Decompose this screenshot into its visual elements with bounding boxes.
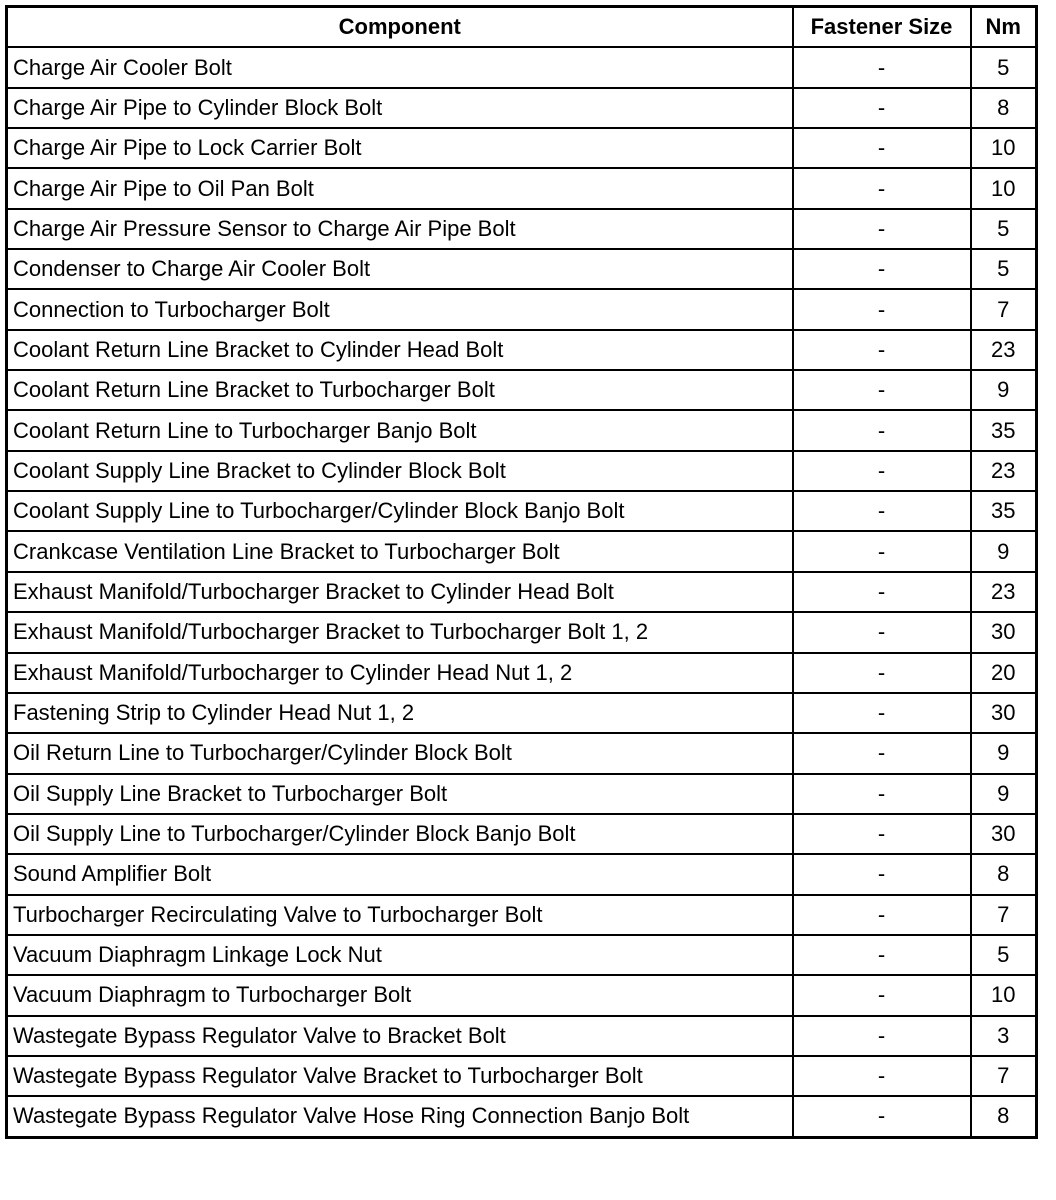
table-row — [7, 1016, 1037, 1056]
fastener-size-cell: - — [793, 168, 971, 208]
fastener-size-cell: - — [793, 209, 971, 249]
torque-nm-cell: 23 — [971, 330, 1037, 370]
torque-nm-cell: 8 — [971, 88, 1037, 128]
component-cell: Oil Return Line to Turbocharger/Cylinder Block Bolt — [7, 733, 793, 773]
fastener-size-cell: - — [793, 531, 971, 571]
component-cell: Coolant Supply Line to Turbocharger/Cylinder Block Banjo Bolt — [7, 491, 793, 531]
torque-nm-cell: 30 — [971, 814, 1037, 854]
component-cell: Vacuum Diaphragm to Turbocharger Bolt — [7, 975, 793, 1015]
fastener-size-cell: - — [793, 451, 971, 491]
component-cell: Charge Air Pipe to Cylinder Block Bolt — [7, 88, 793, 128]
table-row — [7, 612, 1037, 652]
component-cell: Wastegate Bypass Regulator Valve to Bracket Bolt — [7, 1016, 793, 1056]
torque-nm-cell: 35 — [971, 491, 1037, 531]
fastener-size-cell: - — [793, 693, 971, 733]
table-row — [7, 572, 1037, 612]
table-row — [7, 774, 1037, 814]
component-cell: Coolant Return Line Bracket to Turbocharger Bolt — [7, 370, 793, 410]
table-row — [7, 370, 1037, 410]
torque-nm-cell: 7 — [971, 1056, 1037, 1096]
fastener-size-cell: - — [793, 653, 971, 693]
table-row — [7, 531, 1037, 571]
fastener-size-cell: - — [793, 330, 971, 370]
torque-nm-cell: 20 — [971, 653, 1037, 693]
torque-nm-cell: 8 — [971, 1096, 1037, 1137]
table-row — [7, 1056, 1037, 1096]
fastener-size-cell: - — [793, 1056, 971, 1096]
fastener-size-cell: - — [793, 1016, 971, 1056]
table-row — [7, 168, 1037, 208]
fastener-size-cell: - — [793, 289, 971, 329]
torque-nm-cell: 3 — [971, 1016, 1037, 1056]
fastener-size-cell: - — [793, 128, 971, 168]
component-cell: Charge Air Pressure Sensor to Charge Air Pipe Bolt — [7, 209, 793, 249]
component-cell: Coolant Return Line Bracket to Cylinder Head Bolt — [7, 330, 793, 370]
torque-nm-cell: 30 — [971, 612, 1037, 652]
torque-nm-cell: 35 — [971, 410, 1037, 450]
torque-nm-cell: 7 — [971, 895, 1037, 935]
component-cell: Charge Air Pipe to Lock Carrier Bolt — [7, 128, 793, 168]
table-row — [7, 451, 1037, 491]
table-row — [7, 209, 1037, 249]
component-cell: Oil Supply Line to Turbocharger/Cylinder Block Banjo Bolt — [7, 814, 793, 854]
component-cell: Turbocharger Recirculating Valve to Turbocharger Bolt — [7, 895, 793, 935]
component-cell: Connection to Turbocharger Bolt — [7, 289, 793, 329]
component-cell: Wastegate Bypass Regulator Valve Hose Ring Connection Banjo Bolt — [7, 1096, 793, 1137]
table-row — [7, 935, 1037, 975]
table-row — [7, 895, 1037, 935]
table-row — [7, 854, 1037, 894]
fastener-size-cell: - — [793, 410, 971, 450]
header-component: Component — [7, 7, 793, 48]
torque-nm-cell: 30 — [971, 693, 1037, 733]
fastener-size-cell: - — [793, 47, 971, 87]
fastener-size-cell: - — [793, 370, 971, 410]
fastener-size-cell: - — [793, 733, 971, 773]
header-fastener-size: Fastener Size — [793, 7, 971, 48]
table-row — [7, 289, 1037, 329]
fastener-size-cell: - — [793, 88, 971, 128]
torque-nm-cell: 9 — [971, 370, 1037, 410]
torque-nm-cell: 9 — [971, 733, 1037, 773]
table-row — [7, 128, 1037, 168]
fastener-size-cell: - — [793, 774, 971, 814]
torque-nm-cell: 5 — [971, 249, 1037, 289]
component-cell: Exhaust Manifold/Turbocharger Bracket to Turbocharger Bolt 1, 2 — [7, 612, 793, 652]
torque-nm-cell: 10 — [971, 168, 1037, 208]
component-cell: Wastegate Bypass Regulator Valve Bracket to Turbocharger Bolt — [7, 1056, 793, 1096]
table-row — [7, 330, 1037, 370]
torque-nm-cell: 10 — [971, 128, 1037, 168]
fastener-size-cell: - — [793, 854, 971, 894]
component-cell: Charge Air Pipe to Oil Pan Bolt — [7, 168, 793, 208]
fastener-size-cell: - — [793, 814, 971, 854]
component-cell: Coolant Return Line to Turbocharger Banjo Bolt — [7, 410, 793, 450]
fastener-size-cell: - — [793, 491, 971, 531]
fastener-size-cell: - — [793, 975, 971, 1015]
fastener-torque-table — [5, 5, 1038, 1139]
table-row — [7, 653, 1037, 693]
component-cell: Exhaust Manifold/Turbocharger Bracket to Cylinder Head Bolt — [7, 572, 793, 612]
component-cell: Fastening Strip to Cylinder Head Nut 1, 2 — [7, 693, 793, 733]
header-nm: Nm — [971, 7, 1037, 48]
torque-nm-cell: 8 — [971, 854, 1037, 894]
fastener-size-cell: - — [793, 895, 971, 935]
torque-nm-cell: 10 — [971, 975, 1037, 1015]
torque-nm-cell: 23 — [971, 572, 1037, 612]
component-cell: Exhaust Manifold/Turbocharger to Cylinder Head Nut 1, 2 — [7, 653, 793, 693]
torque-nm-cell: 9 — [971, 774, 1037, 814]
fastener-size-cell: - — [793, 249, 971, 289]
torque-nm-cell: 5 — [971, 209, 1037, 249]
component-cell: Condenser to Charge Air Cooler Bolt — [7, 249, 793, 289]
table-row — [7, 491, 1037, 531]
component-cell: Sound Amplifier Bolt — [7, 854, 793, 894]
fastener-size-cell: - — [793, 572, 971, 612]
fastener-size-cell: - — [793, 935, 971, 975]
torque-nm-cell: 23 — [971, 451, 1037, 491]
torque-nm-cell: 9 — [971, 531, 1037, 571]
component-cell: Coolant Supply Line Bracket to Cylinder Block Bolt — [7, 451, 793, 491]
fastener-size-cell: - — [793, 1096, 971, 1137]
table-row — [7, 88, 1037, 128]
table-row — [7, 249, 1037, 289]
fastener-size-cell: - — [793, 612, 971, 652]
table-body — [7, 47, 1037, 1137]
table-row — [7, 410, 1037, 450]
table-row — [7, 1096, 1037, 1137]
component-cell: Oil Supply Line Bracket to Turbocharger Bolt — [7, 774, 793, 814]
table-row — [7, 814, 1037, 854]
component-cell: Vacuum Diaphragm Linkage Lock Nut — [7, 935, 793, 975]
table-header-row — [7, 7, 1037, 48]
table-row — [7, 47, 1037, 87]
component-cell: Crankcase Ventilation Line Bracket to Turbocharger Bolt — [7, 531, 793, 571]
torque-nm-cell: 5 — [971, 935, 1037, 975]
table-row — [7, 975, 1037, 1015]
table-row — [7, 733, 1037, 773]
torque-nm-cell: 7 — [971, 289, 1037, 329]
torque-nm-cell: 5 — [971, 47, 1037, 87]
component-cell: Charge Air Cooler Bolt — [7, 47, 793, 87]
table-row — [7, 693, 1037, 733]
